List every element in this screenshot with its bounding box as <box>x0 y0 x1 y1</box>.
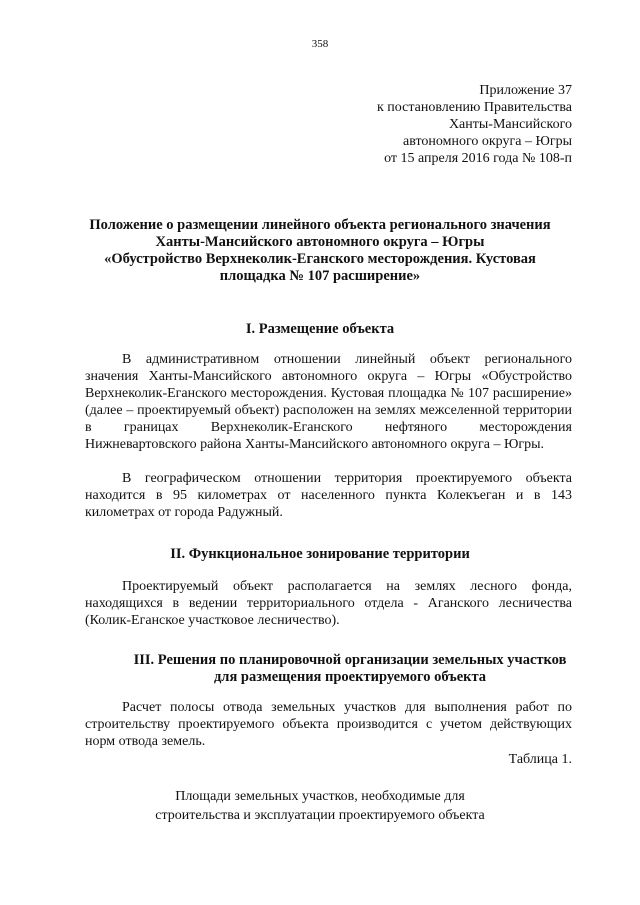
table-label: Таблица 1. <box>508 752 572 767</box>
title-line: площадка № 107 расширение» <box>219 268 421 284</box>
appendix-line: от 15 апреля 2016 года № 108-п <box>384 151 572 166</box>
table-caption-line: Площади земельных участков, необходимые для <box>175 789 465 804</box>
appendix-line: к постановлению Правительства <box>376 100 572 115</box>
title-line: Положение о размещении линейного объекта регионального значения <box>89 217 551 233</box>
table-caption-line: строительства и эксплуатации проектируемого объекта <box>155 808 485 823</box>
section-3-heading-line: III. Решения по планировочной организации земельных участков <box>133 652 567 668</box>
section-2-heading: II. Функциональное зонирование территории <box>170 546 470 562</box>
title-line: «Обустройство Верхнеколик-Еганского месторождения. Кустовая <box>104 251 536 267</box>
table-caption <box>120 787 520 825</box>
section-3-heading <box>120 652 580 686</box>
section-1-paragraph-1: В административном отношении линейный объект регионального значения Ханты-Мансийского автономного округа – Югры «Обустройство Верхнеколик-Еганского месторождения. Кустовая площадка № 107 расширение» (далее – проектируемый объект) расположен на землях межселенной территории в границах Верхнеколик-Еганского нефтяного месторождения Нижневартовского района Ханты-Мансийского автономного округа – Югры. <box>85 352 572 452</box>
appendix-line: автономного округа – Югры <box>403 134 572 149</box>
title-line: Ханты-Мансийского автономного округа – Югры <box>155 234 485 250</box>
page-number: 358 <box>311 38 329 50</box>
section-1-heading: I. Размещение объекта <box>245 321 395 337</box>
section-3-paragraph-1: Расчет полосы отвода земельных участков для выполнения работ по строительству проектируемого объекта производится с учетом действующих норм отвода земель. <box>85 700 572 749</box>
appendix-line: Ханты-Мансийского <box>448 117 572 132</box>
section-2-paragraph-1: Проектируемый объект располагается на землях лесного фонда, находящихся в ведении территориального отдела - Аганского лесничества (Колик-Еганское участковое лесничество). <box>85 579 572 628</box>
document-title <box>70 217 570 285</box>
section-3-heading-line: для размещения проектируемого объекта <box>213 669 487 685</box>
appendix-line: Приложение 37 <box>479 83 572 98</box>
section-1-paragraph-2: В географическом отношении территория проектируемого объекта находится в 95 километрах от населенного пункта Колекъеган и в 143 километрах от города Радужный. <box>85 471 572 520</box>
appendix-block <box>377 82 572 167</box>
